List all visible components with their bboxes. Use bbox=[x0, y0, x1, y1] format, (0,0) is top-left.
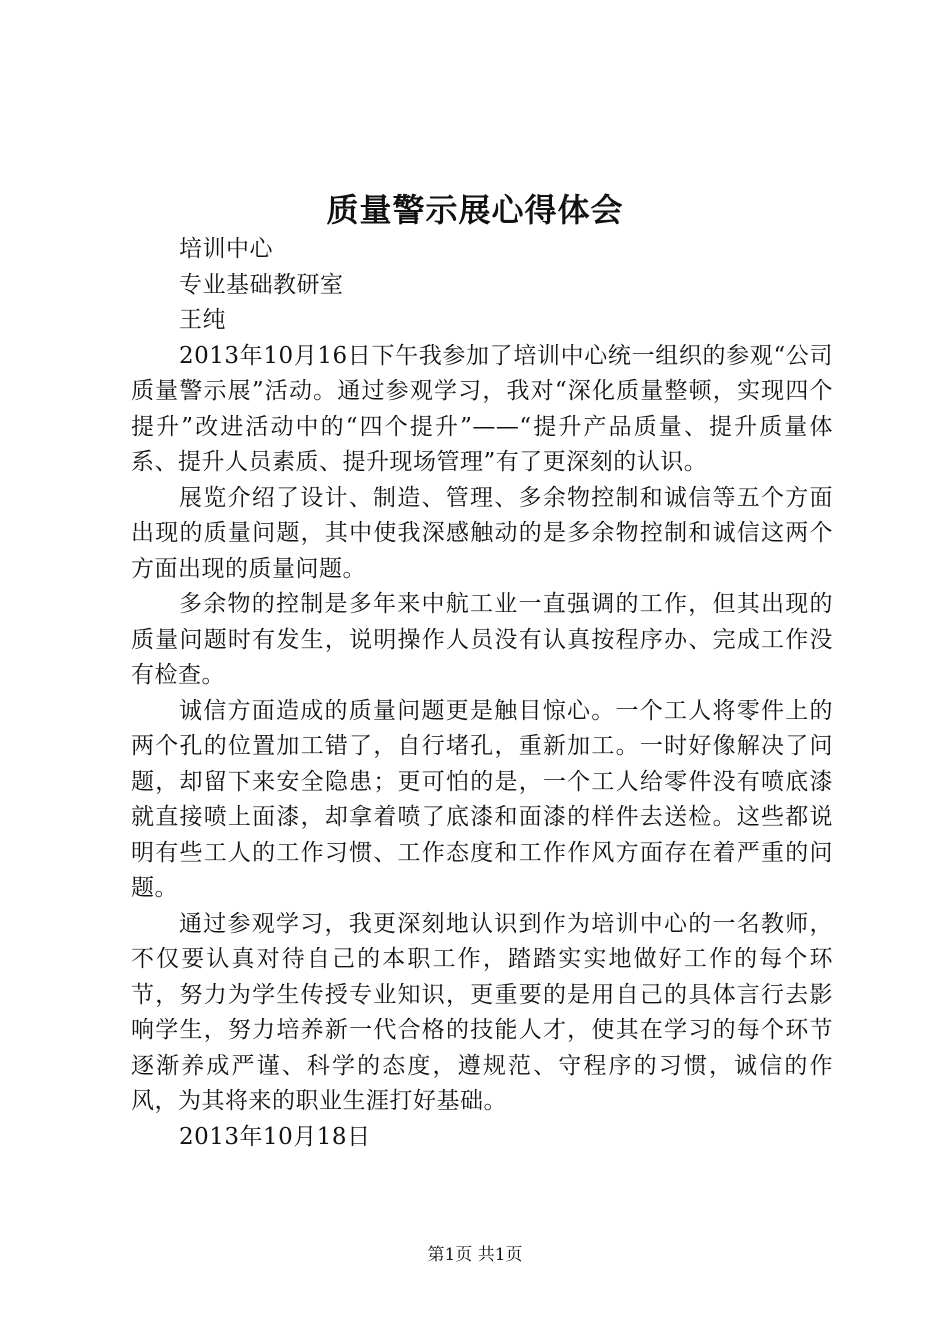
document-body bbox=[131, 232, 833, 1155]
page-number: 第1页 共1页 bbox=[427, 1245, 523, 1265]
document-date: 2013年10月18日 bbox=[179, 1123, 371, 1150]
document-title: 质量警示展心得体会 bbox=[326, 191, 624, 229]
paragraph: 2013年10月16日下午我参加了培训中心统一组织的参观“公司质量警示展”活动。通过参观学习，我对“深化质量整顿，实现四个提升”改进活动中的“四个提升”——“提升产品质量、提升质量体系、提升人员素质、提升现场管理”有了更深刻的认识。 bbox=[131, 342, 833, 475]
author-org: 培训中心 bbox=[179, 236, 273, 262]
paragraph: 多余物的控制是多年来中航工业一直强调的工作，但其出现的质量问题时有发生，说明操作人员没有认真按程序办、完成工作没有检查。 bbox=[131, 591, 833, 688]
paragraph: 展览介绍了设计、制造、管理、多余物控制和诚信等五个方面出现的质量问题，其中使我深感触动的是多余物控制和诚信这两个方面出现的质量问题。 bbox=[131, 484, 833, 582]
paragraph: 诚信方面造成的质量问题更是触目惊心。一个工人将零件上的两个孔的位置加工错了，自行堵孔，重新加工。一时好像解决了问题，却留下来安全隐患；更可怕的是，一个工人给零件没有喷底漆就直接喷上面漆，却拿着喷了底漆和面漆的样件去送检。这些都说明有些工人的工作习惯、工作态度和工作作风方面存在着严重的问题。 bbox=[131, 697, 833, 901]
paragraph: 通过参观学习，我更深刻地认识到作为培训中心的一名教师，不仅要认真对待自己的本职工作，踏踏实实地做好工作的每个环节，努力为学生传授专业知识，更重要的是用自己的具体言行去影响学生，努力培养新一代合格的技能人才，使其在学习的每个环节逐渐养成严谨、科学的态度，遵规范、守程序的习惯，诚信的作风，为其将来的职业生涯打好基础。 bbox=[131, 910, 833, 1114]
author-department: 专业基础教研室 bbox=[179, 271, 344, 298]
author-name: 王纯 bbox=[179, 307, 226, 333]
